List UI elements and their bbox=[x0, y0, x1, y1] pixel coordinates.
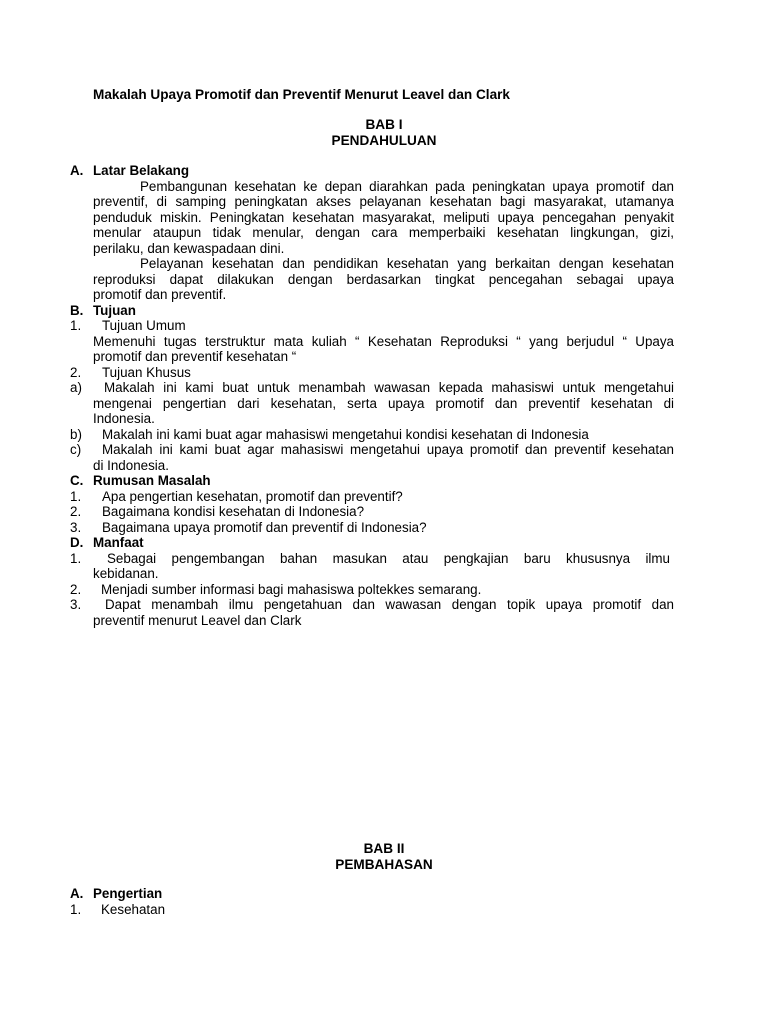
specific-objective-label: Tujuan Khusus bbox=[102, 364, 191, 380]
specific-objective-a-line: mengenai pengertian dari kesehatan, serta upaya promotif dan preventif kesehatan di bbox=[93, 395, 674, 411]
specific-objective-b-text: Makalah ini kami buat agar mahasiswi mengetahui kondisi kesehatan di Indonesia bbox=[102, 426, 589, 442]
list-marker: 2. bbox=[70, 504, 82, 519]
specific-objective-c-line: di Indonesia. bbox=[93, 457, 169, 473]
benefit-text: Menjadi sumber informasi bagi mahasiswa poltekkes semarang. bbox=[101, 581, 482, 597]
benefit-text: Dapat menambah ilmu pengetahuan dan wawasan dengan topik upaya promotif dan bbox=[105, 597, 674, 612]
specific-objective-b-line bbox=[70, 427, 674, 443]
section-b-marker: B. bbox=[70, 302, 84, 318]
section-d-title: Manfaat bbox=[93, 535, 144, 550]
benefit-item-1-line: kebidanan. bbox=[93, 566, 159, 581]
specific-objective-c-text: Makalah ini kami buat agar mahasiswi mengetahui upaya promotif dan preventif kesehatan bbox=[102, 442, 674, 457]
chapter-1-title: PENDAHULUAN bbox=[331, 133, 437, 148]
benefit-text: Sebagai pengembangan bahan masukan atau pengkajian baru khususnya ilmu bbox=[107, 550, 670, 566]
subsection-kesehatan-title: Kesehatan bbox=[101, 901, 166, 917]
general-objective-line: promotif dan preventif kesehatan “ bbox=[93, 349, 297, 364]
general-objective-line: Memenuhi tugas terstruktur mata kuliah “ Kesehatan Reproduksi “ yang berjudul “ Upaya bbox=[93, 333, 674, 349]
chapter-2-number: BAB II bbox=[363, 841, 405, 856]
chapter-1-number: BAB I bbox=[365, 117, 403, 132]
section-c-title: Rumusan Masalah bbox=[93, 473, 211, 488]
list-marker: 1. bbox=[70, 550, 82, 566]
problem-item bbox=[70, 520, 674, 536]
list-marker: 1. bbox=[70, 318, 82, 333]
specific-objective-heading bbox=[70, 365, 674, 381]
problem-text: Bagaimana kondisi kesehatan di Indonesia? bbox=[102, 504, 365, 519]
list-marker: 3. bbox=[70, 519, 82, 535]
section-c-heading bbox=[70, 473, 674, 489]
section-a-title: Latar Belakang bbox=[93, 163, 190, 178]
benefit-item-3-line: preventif menurut Leavel dan Clark bbox=[93, 612, 302, 628]
specific-objective-a-line: Indonesia. bbox=[93, 411, 155, 426]
chapter-1-heading bbox=[0, 117, 768, 149]
list-marker: c) bbox=[70, 442, 82, 457]
chapter-1-body bbox=[70, 163, 674, 628]
section-pengertian-heading bbox=[70, 886, 674, 902]
background-paragraph-1-line: preventif, di samping peningkatan akses pelayanan kesehatan bagi masyarakat, utamanya bbox=[93, 194, 674, 209]
list-marker: 1. bbox=[70, 488, 82, 504]
document-title: Makalah Upaya Promotif dan Preventif Menurut Leavel dan Clark bbox=[93, 87, 510, 102]
background-paragraph-2-line: reproduksi dapat dilakukan dengan berdasarkan tingkat pencegahan sebagai upaya bbox=[93, 271, 674, 287]
general-objective-label: Tujuan Umum bbox=[102, 318, 186, 333]
background-paragraph-1-line: Pembangunan kesehatan ke depan diarahkan pada peningkatan upaya promotif dan bbox=[140, 178, 674, 194]
background-paragraph-2-line: Pelayanan kesehatan dan pendidikan kesehatan yang berkaitan dengan kesehatan bbox=[140, 256, 674, 271]
problem-text: Apa pengertian kesehatan, promotif dan preventif? bbox=[102, 488, 403, 504]
section-pengertian-marker: A. bbox=[70, 886, 84, 901]
section-d-marker: D. bbox=[70, 535, 84, 550]
general-objective-heading bbox=[70, 318, 674, 334]
chapter-2-heading bbox=[0, 841, 768, 873]
background-paragraph-1-line: perilaku, dan kewaspadaan dini. bbox=[93, 240, 285, 256]
section-c-marker: C. bbox=[70, 473, 84, 488]
problem-item bbox=[70, 504, 674, 520]
list-marker: a) bbox=[70, 380, 82, 395]
section-a-heading bbox=[70, 163, 674, 179]
section-a-marker: A. bbox=[70, 163, 84, 178]
problem-item bbox=[70, 489, 674, 505]
list-marker: 3. bbox=[70, 597, 82, 612]
section-pengertian-title: Pengertian bbox=[93, 886, 163, 901]
subsection-kesehatan bbox=[70, 902, 674, 918]
background-paragraph-2-line: promotif dan preventif. bbox=[93, 287, 227, 302]
problem-text: Bagaimana upaya promotif dan preventif di Indonesia? bbox=[102, 519, 427, 535]
background-paragraph-1-line: menular ataupun tidak menular, dengan cara memperbaiki kesehatan lingkungan, gizi, bbox=[93, 225, 674, 240]
benefit-item-3-line bbox=[70, 597, 674, 613]
section-d-heading bbox=[70, 535, 674, 551]
benefit-item-2-line bbox=[70, 582, 674, 598]
list-marker: 2. bbox=[70, 581, 82, 597]
specific-objective-a-text: Makalah ini kami buat untuk menambah wawasan kepada mahasiswi untuk mengetahui bbox=[104, 380, 674, 395]
chapter-2-title: PEMBAHASAN bbox=[335, 857, 433, 872]
chapter-2-body bbox=[70, 886, 674, 917]
specific-objective-a-line bbox=[70, 380, 674, 396]
list-marker: 2. bbox=[70, 364, 82, 380]
benefit-item-1-line bbox=[70, 551, 670, 567]
section-b-heading bbox=[70, 303, 674, 319]
list-marker: 1. bbox=[70, 901, 82, 917]
section-b-title: Tujuan bbox=[93, 302, 136, 318]
list-marker: b) bbox=[70, 426, 82, 442]
background-paragraph-1-line: penduduk miskin. Peningkatan kesehatan masyarakat, meliputi upaya pencegahan penyakit bbox=[93, 209, 674, 225]
specific-objective-c-line bbox=[70, 442, 674, 458]
